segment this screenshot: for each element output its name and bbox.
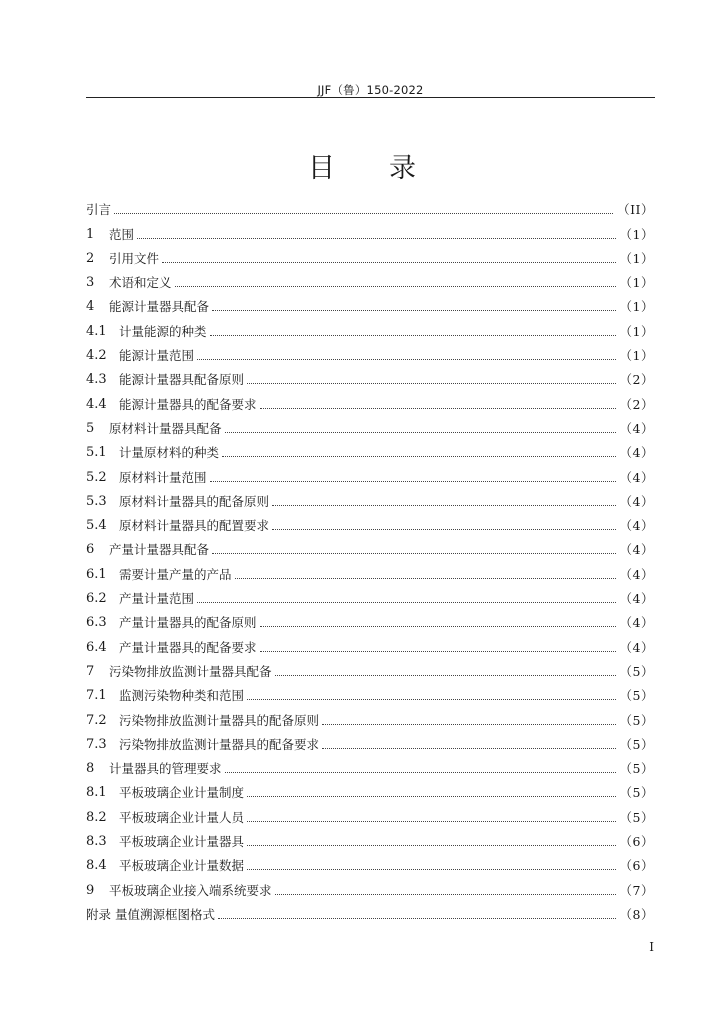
toc-entry-page: （5） — [619, 688, 654, 704]
dot-leader — [275, 894, 616, 895]
toc-entry-page: （4） — [619, 615, 654, 631]
toc-entry-label: 计量原材料的种类 — [119, 445, 220, 461]
toc-entry-number: 7 — [86, 663, 95, 679]
toc-entry-label: 能源计量器具配备 — [109, 299, 210, 315]
dot-leader — [247, 845, 616, 846]
toc-entry-number: 6.1 — [86, 566, 107, 582]
toc-entry-number: 7.3 — [86, 736, 107, 752]
toc-entry[interactable] — [86, 218, 654, 242]
toc-entry-page: （5） — [619, 712, 654, 728]
dot-leader — [260, 651, 616, 652]
toc-entry-number: 4.2 — [86, 348, 107, 364]
toc-entry-number: 4.3 — [86, 372, 107, 388]
toc-entry-page: （2） — [619, 372, 654, 388]
toc-entry-page: （4） — [619, 518, 654, 534]
toc-entry-label: 计量器具的管理要求 — [109, 761, 222, 777]
toc-entry-number: 6 — [86, 542, 95, 558]
dot-leader — [275, 675, 616, 676]
dot-leader — [210, 481, 616, 482]
toc-entry-number: 8.4 — [86, 858, 107, 874]
toc-entry-label: 原材料计量器具的配置要求 — [119, 518, 270, 534]
toc-entry-label: 引用文件 — [109, 250, 160, 266]
dot-leader — [197, 602, 616, 603]
toc-entry-label: 能源计量器具的配备要求 — [119, 396, 257, 412]
dot-leader — [260, 626, 616, 627]
toc-entry-number: 4 — [86, 299, 95, 315]
dot-leader — [322, 724, 616, 725]
toc-entry-page: （5） — [619, 736, 654, 752]
dot-leader — [175, 286, 616, 287]
dot-leader — [210, 335, 616, 336]
toc-entry-label: 引言 — [86, 202, 112, 218]
toc-entry[interactable] — [86, 315, 654, 339]
toc-entry[interactable] — [86, 704, 654, 728]
dot-leader — [272, 505, 616, 506]
toc-entry-page: （4） — [619, 639, 654, 655]
toc-entry-number: 8.2 — [86, 809, 107, 825]
toc-entry-page: （1） — [619, 275, 654, 291]
toc-entry-label: 原材料计量器具配备 — [109, 420, 222, 436]
toc-entry-page: （4） — [619, 542, 654, 558]
toc-entry-number: 8.3 — [86, 834, 107, 850]
dot-leader — [212, 553, 616, 554]
dot-leader — [218, 918, 616, 919]
dot-leader — [212, 310, 616, 311]
toc-entry-page: （4） — [619, 591, 654, 607]
toc-entry[interactable] — [86, 534, 654, 558]
toc-entry[interactable] — [86, 243, 654, 267]
toc-entry-label: 平板玻璃企业计量数据 — [119, 858, 245, 874]
toc-entry[interactable] — [86, 510, 654, 534]
page-number: I — [649, 940, 654, 954]
toc-entry[interactable] — [86, 558, 654, 582]
dot-leader — [114, 213, 613, 214]
dot-leader — [247, 796, 616, 797]
toc-entry[interactable] — [86, 364, 654, 388]
dot-leader — [247, 869, 616, 870]
toc-entry[interactable] — [86, 801, 654, 825]
toc-entry-label: 污染物排放监测计量器具的配备原则 — [119, 712, 320, 728]
toc-entry-page: （4） — [619, 420, 654, 436]
toc-entry-page: （1） — [619, 299, 654, 315]
toc-entry[interactable] — [86, 486, 654, 510]
toc-entry-page: （1） — [619, 226, 654, 242]
standard-code: JJF（鲁）150-2022 — [317, 83, 424, 97]
toc-entry-number: 8 — [86, 761, 95, 777]
toc-entry-label: 产量计量器具配备 — [109, 542, 210, 558]
toc-entry-page: （1） — [619, 323, 654, 339]
toc-entry-page: （4） — [619, 566, 654, 582]
toc-entry-number: 6.2 — [86, 591, 107, 607]
toc-entry-page: （5） — [619, 809, 654, 825]
toc-entry-number: 4.4 — [86, 396, 107, 412]
toc-entry-page: （6） — [619, 858, 654, 874]
toc-entry-label: 平板玻璃企业计量人员 — [119, 809, 245, 825]
toc-entry-label: 平板玻璃企业计量制度 — [119, 785, 245, 801]
dot-leader — [235, 578, 616, 579]
dot-leader — [247, 383, 616, 384]
toc-entry-label: 监测污染物种类和范围 — [119, 688, 245, 704]
toc-entry-number: 7.1 — [86, 688, 107, 704]
toc-entry[interactable] — [86, 340, 654, 364]
toc-entry-number: 7.2 — [86, 712, 107, 728]
toc-entry-label: 术语和定义 — [109, 275, 172, 291]
dot-leader — [322, 748, 616, 749]
dot-leader — [260, 408, 616, 409]
toc-entry-number: 5.4 — [86, 518, 107, 534]
toc-entry-number: 5.2 — [86, 469, 107, 485]
dot-leader — [272, 529, 616, 530]
toc-entry-number: 2 — [86, 250, 95, 266]
toc-entry-label: 能源计量范围 — [119, 348, 195, 364]
toc-entry[interactable] — [86, 631, 654, 655]
toc-entry-page: （4） — [619, 469, 654, 485]
dot-leader — [247, 699, 616, 700]
toc-entry[interactable] — [86, 194, 654, 218]
toc-entry[interactable] — [86, 850, 654, 874]
toc-entry[interactable] — [86, 656, 654, 680]
toc-entry-page: （4） — [619, 493, 654, 509]
toc-entry-page: （6） — [619, 834, 654, 850]
toc-entry[interactable] — [86, 388, 654, 412]
toc-entry-label: 附录 量值溯源框图格式 — [86, 906, 215, 922]
toc-entry[interactable] — [86, 607, 654, 631]
toc-entry-number: 6.4 — [86, 639, 107, 655]
dot-leader — [225, 432, 616, 433]
toc-entry-label: 平板玻璃企业计量器具 — [119, 834, 245, 850]
dot-leader — [225, 772, 616, 773]
toc-entry-number: 6.3 — [86, 615, 107, 631]
toc-entry[interactable] — [86, 583, 654, 607]
toc-entry-number: 5 — [86, 420, 95, 436]
toc-entry[interactable] — [86, 826, 654, 850]
toc-entry[interactable] — [86, 413, 654, 437]
toc-entry[interactable] — [86, 753, 654, 777]
toc-entry-number: 1 — [86, 226, 95, 242]
toc-entry-label: 原材料计量范围 — [119, 469, 207, 485]
toc-entry-number: 8.1 — [86, 785, 107, 801]
toc-entry-label: 污染物排放监测计量器具配备 — [109, 663, 272, 679]
toc-entry-number: 5.1 — [86, 445, 107, 461]
toc-entry-label: 产量计量器具的配备要求 — [119, 639, 257, 655]
toc-entry-page: （1） — [619, 348, 654, 364]
toc-entry[interactable] — [86, 729, 654, 753]
toc-entry-label: 计量能源的种类 — [119, 323, 207, 339]
dot-leader — [137, 238, 616, 239]
page-title: 目录 — [308, 153, 470, 184]
toc-entry[interactable] — [86, 899, 654, 923]
toc-entry-number: 3 — [86, 275, 95, 291]
dot-leader — [197, 359, 616, 360]
toc-entry-number: 9 — [86, 882, 95, 898]
toc-entry-page: （5） — [619, 663, 654, 679]
toc-entry-page: （1） — [619, 250, 654, 266]
toc-entry-number: 4.1 — [86, 323, 107, 339]
toc-entry-page: （II） — [617, 202, 654, 218]
toc-entry[interactable] — [86, 267, 654, 291]
toc-entry-number: 5.3 — [86, 493, 107, 509]
toc-entry[interactable] — [86, 461, 654, 485]
toc-entry-page: （5） — [619, 785, 654, 801]
toc-entry-label: 原材料计量器具的配备原则 — [119, 493, 270, 509]
toc-entry-label: 污染物排放监测计量器具的配备要求 — [119, 736, 320, 752]
table-of-contents — [86, 194, 654, 923]
toc-entry-label: 产量计量范围 — [119, 591, 195, 607]
toc-entry-page: （4） — [619, 445, 654, 461]
toc-entry[interactable] — [86, 680, 654, 704]
toc-entry-label: 范围 — [109, 226, 135, 242]
toc-entry-page: （5） — [619, 761, 654, 777]
toc-entry[interactable] — [86, 874, 654, 898]
toc-entry-label: 能源计量器具配备原则 — [119, 372, 245, 388]
dot-leader — [222, 456, 616, 457]
dot-leader — [247, 821, 616, 822]
running-header — [86, 79, 655, 98]
toc-entry-label: 产量计量器具的配备原则 — [119, 615, 257, 631]
toc-entry-page: （7） — [619, 882, 654, 898]
toc-entry[interactable] — [86, 777, 654, 801]
toc-entry[interactable] — [86, 291, 654, 315]
toc-entry-label: 平板玻璃企业接入端系统要求 — [109, 882, 272, 898]
toc-entry[interactable] — [86, 437, 654, 461]
dot-leader — [162, 262, 616, 263]
toc-entry-label: 需要计量产量的产品 — [119, 566, 232, 582]
toc-entry-page: （8） — [619, 906, 654, 922]
toc-entry-page: （2） — [619, 396, 654, 412]
